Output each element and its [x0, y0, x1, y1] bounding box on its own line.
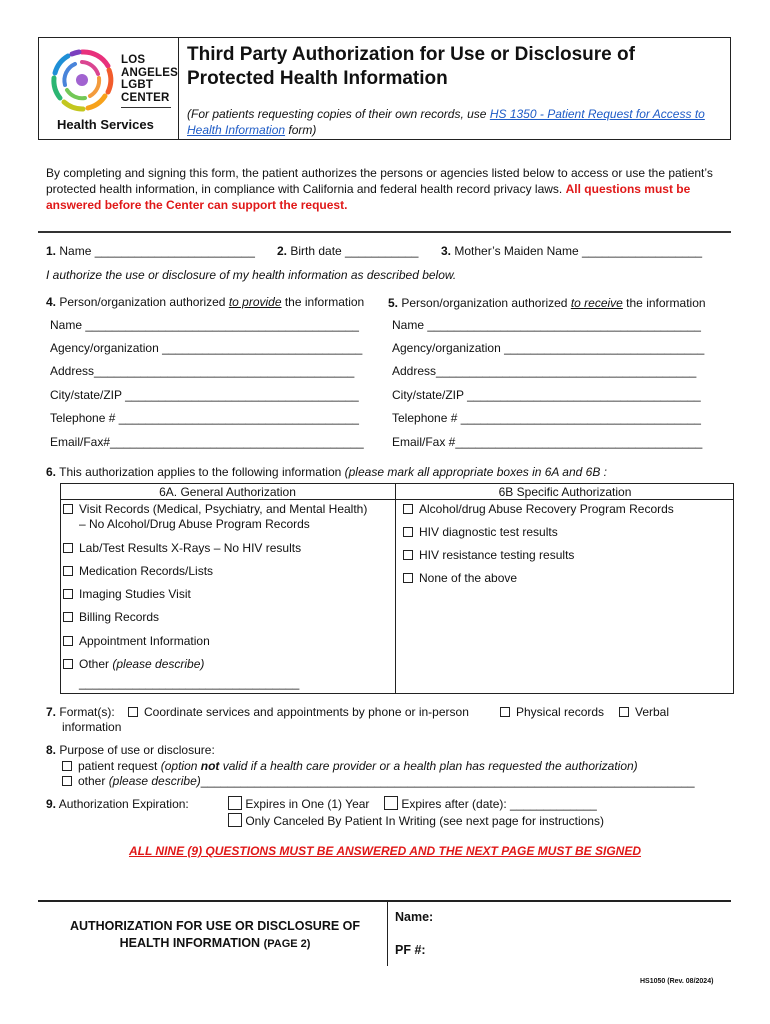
q8-other-line: __________________________________________________________________________ — [200, 774, 695, 788]
intro-required-text: All questions must be answered before the Center can support the request — [46, 182, 691, 212]
option-label: Alcohol/drug Abuse Recovery Program Records — [419, 502, 674, 516]
option-label: Expires after (date): _____________ — [401, 797, 597, 811]
subtitle-prefix: (For patients requesting copies of their own records, use — [187, 107, 490, 121]
q6a-medication-option[interactable] — [63, 564, 213, 578]
q6-heading — [46, 465, 607, 479]
intro-text: By completing and signing this form, the patient authorizes the persons or agencies listed below to access or use the patient’s protected health information, in compliance with California and federal health record privacy laws. — [46, 166, 713, 196]
q8-label: Purpose of use or disclosure: — [59, 743, 215, 757]
checkbox[interactable] — [384, 796, 398, 810]
option-label: Physical records — [516, 705, 605, 719]
q5-post: the information — [622, 296, 706, 310]
option-label: Imaging Studies Visit — [79, 587, 191, 601]
q9-one-year-option[interactable] — [228, 796, 369, 811]
option-label: Lab/Test Results X-Rays – No HIV results — [79, 541, 302, 555]
checkbox[interactable] — [63, 566, 73, 576]
checkbox[interactable] — [63, 589, 73, 599]
q1-name-field[interactable] — [46, 244, 255, 258]
checkbox[interactable] — [403, 573, 413, 583]
checkbox[interactable] — [62, 761, 72, 771]
q6b-heading: 6B Specific Authorization — [498, 485, 632, 499]
q6b-hiv-diagnostic-option[interactable] — [403, 525, 558, 539]
q6-table-divider — [395, 483, 396, 694]
footer-divider — [387, 900, 388, 966]
checkbox[interactable] — [63, 612, 73, 622]
option-label: HIV resistance testing results — [419, 548, 575, 562]
q8-other-option[interactable] — [62, 774, 730, 788]
q7-label: Format(s): — [59, 705, 115, 719]
revision-label: HS1050 (Rev. 08/2024) — [640, 978, 714, 985]
q6a-billing-option[interactable] — [63, 610, 159, 624]
q6b-hiv-resistance-option[interactable] — [403, 548, 574, 562]
q9-expires-after-option[interactable] — [384, 796, 597, 811]
lgbt-center-logo-icon — [42, 44, 122, 116]
authorize-statement: I authorize the use or disclosure of my health information as described below. — [46, 268, 457, 282]
section-divider — [38, 231, 731, 233]
provider-email-field[interactable]: Email/Fax#______________________________________ — [50, 435, 364, 449]
option-label: Appointment Information — [79, 634, 210, 648]
checkbox[interactable] — [63, 543, 73, 553]
checkbox[interactable] — [228, 813, 242, 827]
q6b-alcohol-drug-option[interactable] — [403, 502, 674, 516]
footer-title-main: HEALTH INFORMATION — [119, 936, 261, 950]
q6a-appointment-option[interactable] — [63, 634, 210, 648]
q8-number: 8. — [46, 743, 57, 757]
q6-number: 6. — [46, 465, 57, 479]
q6a-other-option[interactable] — [63, 657, 204, 671]
intro-period: . — [344, 198, 348, 212]
q7-verbal-option[interactable] — [619, 705, 669, 719]
q6-italic: (please mark all appropriate boxes in 6A and 6B : — [344, 465, 608, 479]
footer-rule — [38, 900, 731, 902]
provider-agency-field[interactable]: Agency/organization ______________________________ — [50, 341, 363, 355]
option-italic-cont: valid if a health care provider or a health plan has requested the authorization) — [219, 759, 638, 773]
receiver-agency-field[interactable]: Agency/organization ______________________________ — [392, 341, 705, 355]
provider-telephone-field[interactable]: Telephone # ____________________________________ — [50, 411, 359, 425]
option-italic: (option — [160, 759, 201, 773]
provider-address-field[interactable]: Address_______________________________________ — [50, 364, 355, 378]
q6a-visit-records-note: – No Alcohol/Drug Abuse Program Records — [79, 517, 310, 531]
required-warning: ALL NINE (9) QUESTIONS MUST BE ANSWERED AND THE NEXT PAGE MUST BE SIGNED — [128, 844, 642, 858]
q6-table-header-rule — [60, 499, 734, 500]
option-label: Medication Records/Lists — [79, 564, 214, 578]
checkbox[interactable] — [63, 659, 73, 669]
q5-heading — [388, 296, 706, 310]
q9-label: Authorization Expiration: — [58, 797, 189, 811]
footer-title-line-1: AUTHORIZATION FOR USE OR DISCLOSURE OF — [69, 919, 361, 933]
checkbox[interactable] — [63, 636, 73, 646]
option-label: Other — [79, 657, 113, 671]
logo-wordmark — [121, 54, 178, 104]
q9-number: 9. — [46, 797, 57, 811]
checkbox[interactable] — [128, 707, 138, 717]
q6a-visit-records-option[interactable] — [63, 502, 367, 516]
checkbox[interactable] — [403, 527, 413, 537]
receiver-telephone-field[interactable]: Telephone # ____________________________________ — [392, 411, 701, 425]
footer-title-line-2 — [50, 935, 380, 953]
logo-line: CENTER — [121, 91, 170, 104]
option-label: None of the above — [419, 571, 518, 585]
q5-pre: Person/organization authorized — [401, 296, 571, 310]
receiver-address-field[interactable]: Address_______________________________________ — [392, 364, 697, 378]
q4-heading — [46, 295, 364, 309]
subtitle-suffix: form) — [285, 122, 317, 137]
option-italic: (please describe) — [108, 774, 201, 788]
q1-number: 1. — [46, 244, 57, 258]
receiver-email-field[interactable]: Email/Fax #_____________________________________ — [392, 435, 703, 449]
logo-line: LOS — [121, 54, 146, 66]
q2-label: Birth date ___________ — [290, 244, 419, 258]
checkbox[interactable] — [62, 776, 72, 786]
q6a-lab-results-option[interactable] — [63, 541, 301, 555]
title-line-2: Protected Health Information — [187, 68, 448, 89]
subtitle-note — [187, 107, 727, 138]
footer-pf-label: PF #: — [395, 943, 426, 957]
footer-name-label: Name: — [395, 910, 434, 924]
intro-paragraph — [46, 165, 736, 213]
header-divider — [178, 37, 179, 140]
q3-number: 3. — [441, 244, 452, 258]
option-label: Expires in One (1) Year — [245, 797, 370, 811]
footer-title — [50, 918, 380, 953]
option-label: Verbal — [635, 705, 670, 719]
q4-number: 4. — [46, 295, 57, 309]
q1-label: Name ________________________ — [59, 244, 255, 258]
q8-patient-request-option[interactable] — [62, 759, 638, 773]
checkbox[interactable] — [619, 707, 629, 717]
checkbox[interactable] — [228, 796, 242, 810]
option-label: Coordinate services and appointments by phone or in-person — [144, 705, 469, 719]
q7-number: 7. — [46, 705, 57, 719]
checkbox[interactable] — [403, 504, 413, 514]
footer-page: (PAGE 2) — [263, 938, 311, 950]
option-bold: not — [200, 759, 220, 773]
q5-number: 5. — [388, 296, 399, 310]
logo-rule — [121, 107, 171, 108]
q7-coordinate-continued: information — [62, 720, 122, 734]
option-italic: (please describe) — [112, 657, 205, 671]
receiver-name-field[interactable]: Name _________________________________________ — [392, 318, 701, 332]
checkbox[interactable] — [63, 504, 73, 514]
q9-canceled-option[interactable] — [228, 813, 604, 828]
q7-coordinate-option[interactable] — [128, 705, 469, 719]
q4-post: the information — [281, 295, 365, 309]
hs1350-link[interactable]: HS 1350 - Patient Request for Access to Health Information — [187, 107, 705, 137]
q2-birthdate-field[interactable] — [277, 244, 418, 258]
option-label: patient request — [78, 759, 161, 773]
title-line-1: Third Party Authorization for Use or Disclosure of — [187, 44, 635, 65]
q6-text: This authorization applies to the following information — [59, 465, 345, 479]
health-services-label: Health Services — [57, 117, 154, 132]
receiver-city-field[interactable]: City/state/ZIP ___________________________________ — [392, 388, 701, 402]
q8-heading — [46, 743, 215, 757]
checkbox[interactable] — [403, 550, 413, 560]
option-label: Only Canceled By Patient In Writing (see next page for instructions) — [245, 814, 604, 828]
logo-line: ANGELES — [121, 66, 178, 79]
q3-maiden-name-field[interactable] — [441, 244, 702, 258]
q5-underlined: to receive — [570, 296, 623, 310]
q9-heading — [46, 797, 189, 811]
q3-label: Mother’s Maiden Name __________________ — [454, 244, 703, 258]
q4-pre: Person/organization authorized — [59, 295, 229, 309]
logo-line: LGBT — [121, 79, 154, 91]
q6a-heading: 6A. General Authorization — [159, 485, 296, 499]
q6a-imaging-option[interactable] — [63, 587, 191, 601]
q6a-other-describe-field[interactable]: _________________________________ — [79, 676, 300, 690]
option-label: HIV diagnostic test results — [419, 525, 558, 539]
q7-physical-option[interactable] — [500, 705, 604, 719]
provider-name-field[interactable]: Name _________________________________________ — [50, 318, 359, 332]
checkbox[interactable] — [500, 707, 510, 717]
q4-underlined: to provide — [228, 295, 282, 309]
q2-number: 2. — [277, 244, 288, 258]
page-title — [187, 43, 727, 91]
q7-heading — [46, 705, 115, 719]
option-label: Visit Records (Medical, Psychiatry, and Mental Health) — [79, 502, 368, 516]
provider-city-field[interactable]: City/state/ZIP ___________________________________ — [50, 388, 359, 402]
option-label: other — [78, 774, 109, 788]
q6b-none-option[interactable] — [403, 571, 517, 585]
option-label: Billing Records — [79, 610, 160, 624]
